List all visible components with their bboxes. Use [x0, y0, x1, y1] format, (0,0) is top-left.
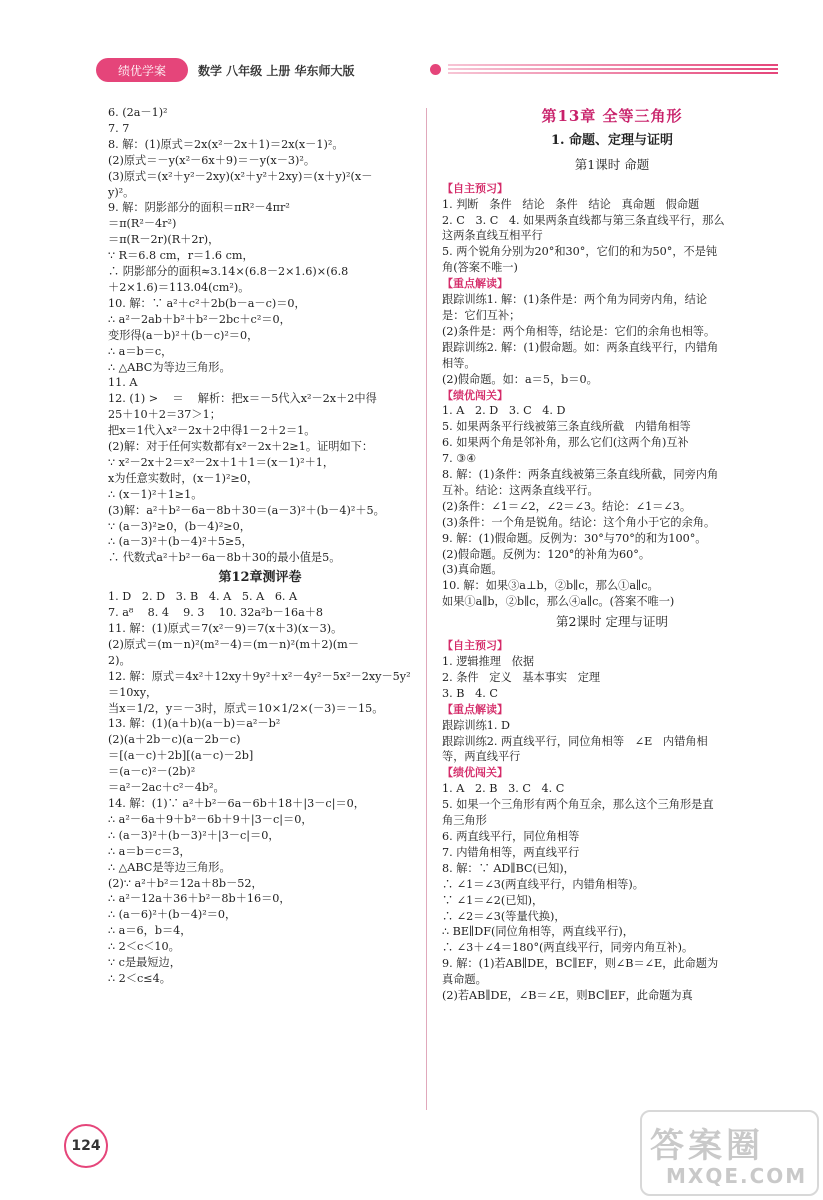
text-line: y)²。: [108, 185, 135, 199]
series-badge: 绩优学案: [96, 58, 188, 82]
text-line: (2)条件：∠1＝∠2，∠2＝∠3。结论：∠1＝∠3。: [442, 499, 692, 513]
lesson-title: 第2课时 定理与证明: [556, 614, 668, 630]
text-line: ∴ (a－3)²＋(b－3)²＋|3－c|＝0，: [108, 828, 280, 842]
text-line: ∵ c是最短边，: [108, 956, 181, 970]
text-line: 跟踪训练2. 解：(1)假命题。如：两条直线平行，内错角: [442, 340, 719, 354]
text-line: ＝10xy，: [108, 685, 158, 699]
text-line: 5. 如果一个三角形有两个角互余，那么这个三角形是直: [442, 798, 714, 812]
text-line: ∴ (a－3)²＋(b－4)²＋5≥5，: [108, 535, 253, 549]
subsection-tag: 【自主预习】: [442, 639, 508, 653]
column-divider: [426, 108, 427, 1110]
header-dot-icon: [430, 64, 441, 75]
text-line: 12. 解：原式＝4x²＋12xy＋9y²＋x²－4y²－5x²－2xy－5y²: [108, 669, 411, 683]
text-line: 2. 条件 定义 基本事实 定理: [442, 670, 601, 684]
text-line: ＝a²－2ac＋c²－4b²。: [108, 781, 225, 795]
text-line: ＝[(a－c)＋2b][(a－c)－2b]: [108, 749, 254, 763]
text-line: 真命题。: [442, 973, 487, 987]
text-line: 9. 解：(1)若AB∥DE，BC∥EF，则∠B＝∠E，此命题为: [442, 957, 719, 971]
text-line: 12. (1) > ＝ 解析：把x＝－5代入x²－2x＋2中得: [108, 392, 377, 406]
text-line: ∴ a＝b＝c，: [108, 344, 173, 358]
text-line: ∵ x²－2x＋2＝x²－2x＋1＋1＝(x－1)²＋1，: [108, 455, 335, 469]
text-line: ＝(a－c)²－(2b)²: [108, 765, 196, 779]
text-line: 跟踪训练2. 两直线平行，同位角相等 ∠E 内错角相: [442, 734, 708, 748]
text-line: ∴ ∠2＝∠3(等量代换)，: [442, 909, 566, 923]
text-line: ＝π(R²－4r²): [108, 217, 177, 231]
text-line: ∴ a²－2ab＋b²＋b²－2bc＋c²＝0，: [108, 312, 291, 326]
text-line: 1. A 2. B 3. C 4. C: [442, 782, 565, 796]
text-line: ∵ ∠1＝∠2(已知)，: [442, 893, 544, 907]
text-line: 11. 解：(1)原式＝7(x²－9)＝7(x＋3)(x－3)。: [108, 622, 343, 635]
text-line: 互补。结论：这两条直线平行。: [442, 483, 599, 497]
text-line: ∴ ∠3＋∠4＝180°(两直线平行，同旁内角互补)。: [442, 941, 694, 955]
text-line: ∴ △ABC为等边三角形。: [108, 360, 231, 374]
text-line: ∴ a＝b＝c＝3，: [108, 844, 191, 858]
text-line: 7. ③④: [442, 452, 477, 466]
text-line: 当x＝1/2，y＝－3时，原式＝10×1/2×(－3)＝－15。: [108, 701, 384, 715]
header-stripes: [448, 64, 778, 76]
right-column: [442, 105, 782, 1004]
text-line: 25＋10＋2＝37＞1；: [108, 408, 221, 422]
text-line: (2)(a＋2b－c)(a－2b－c): [108, 733, 241, 747]
answer-block-chapter12-review: [108, 105, 412, 566]
text-line: ＋2×1.6)＝113.04(cm²)。: [108, 280, 250, 294]
text-line: 是：它们互补；: [442, 308, 521, 322]
subsection-tag: 【绩优闯关】: [442, 388, 508, 402]
text-line: ∵ R＝6.8 cm，r＝1.6 cm，: [108, 249, 254, 263]
text-line: 7. 7: [108, 121, 130, 135]
lesson2-answers: [442, 638, 782, 1004]
answer-block-chapter12-test: [108, 589, 412, 987]
section-title: 1. 命题、定理与证明: [550, 132, 674, 148]
text-line: 9. 解：(1)假命题。反例为：30°与70°的和为100°。: [442, 531, 707, 545]
text-line: ＝π(R－2r)(R＋2r)，: [108, 233, 220, 247]
lesson1-answers: [442, 181, 782, 610]
text-line: (2)若AB∥DE，∠B＝∠E，则BC∥EF，此命题为真: [442, 989, 693, 1003]
text-line: (2)原式＝－y(x²－6x＋9)＝－y(x－3)²。: [108, 153, 316, 167]
text-line: 13. 解：(1)(a＋b)(a－b)＝a²－b²: [108, 717, 281, 731]
text-line: (2)条件是：两个角相等，结论是：它们的余角也相等。: [442, 324, 716, 338]
text-line: (2)假命题。反例为：120°的补角为60°。: [442, 547, 651, 561]
text-line: (3)条件：一个角是锐角。结论：这个角小于它的余角。: [442, 515, 716, 529]
text-line: 14. 解：(1)∵ a²＋b²－6a－6b＋18＋|3－c|＝0，: [108, 796, 365, 810]
text-line: 6. 如果两个角是邻补角，那么它们(这两个角)互补: [442, 436, 689, 450]
text-line: 1. D 2. D 3. B 4. A 5. A 6. A: [108, 590, 298, 604]
text-line: ∴ 代数式a²＋b²－6a－8b＋30的最小值是5。: [108, 551, 341, 565]
chapter-title: 第13章 全等三角形: [541, 107, 683, 125]
text-line: 7. a⁸ 8. 4 9. 3 10. 32a²b－16a＋8: [108, 606, 324, 620]
text-line: 5. 如果两条平行线被第三条直线所截 内错角相等: [442, 420, 691, 434]
text-line: (2)原式＝(m－n)²(m²－4)＝(m－n)²(m＋2)(m－: [108, 637, 359, 651]
text-line: ∴ (a－6)²＋(b－4)²＝0，: [108, 908, 237, 922]
text-line: ∴ 阴影部分的面积≈3.14×(6.8－2×1.6)×(6.8: [108, 265, 349, 279]
text-line: ∴ 2＜c＜10。: [108, 940, 180, 954]
subsection-tag: 【重点解读】: [442, 277, 508, 291]
text-line: 10. 解：∵ a²＋c²＋2b(b－a－c)＝0，: [108, 296, 306, 310]
text-line: 2)。: [108, 653, 131, 667]
watermark-text: 答案圈: [650, 1126, 764, 1166]
text-line: (2)∵ a²＋b²＝12a＋8b－52，: [108, 876, 263, 890]
text-line: ∵ (a－3)²≥0，(b－4)²≥0，: [108, 519, 251, 533]
text-line: 这两条直线互相平行: [442, 229, 543, 243]
text-line: 角(答案不唯一): [442, 261, 518, 275]
text-line: 2. C 3. C 4. 如果两条直线都与第三条直线平行，那么: [442, 213, 725, 227]
text-line: 10. 解：如果③a⊥b，②b∥c，那么①a∥c。: [442, 579, 659, 593]
text-line: 1. 判断 条件 结论 条件 结论 真命题 假命题: [442, 197, 700, 211]
subsection-tag: 【重点解读】: [442, 702, 508, 716]
text-line: 1. 逻辑推理 依据: [442, 655, 535, 668]
text-line: 相等。: [442, 356, 476, 370]
text-line: 把x＝1代入x²－2x＋2中得1－2＋2＝1。: [108, 424, 316, 438]
text-line: 9. 解：阴影部分的面积＝πR²－4πr²: [108, 201, 290, 215]
text-line: ∴ a²－6a＋9＋b²－6b＋9＋|3－c|＝0，: [108, 812, 313, 826]
text-line: (3)真命题。: [442, 563, 503, 577]
text-line: (3)原式＝(x²＋y²－2xy)(x²＋y²＋2xy)＝(x＋y)²(x－: [108, 169, 373, 183]
text-line: 1. A 2. D 3. C 4. D: [442, 404, 566, 418]
left-column: [108, 105, 412, 987]
text-line: 跟踪训练1. 解：(1)条件是：两个角为同旁内角，结论: [442, 293, 708, 307]
text-line: 跟踪训练1. D: [442, 718, 510, 732]
text-line: 变形得(a－b)²＋(b－c)²＝0，: [108, 328, 259, 342]
text-line: 8. 解：(1)条件：两条直线被第三条直线所截，同旁内角: [442, 468, 719, 482]
text-line: 等，两直线平行: [442, 750, 521, 764]
text-line: ∴ (x－1)²＋1≥1。: [108, 487, 203, 501]
lesson-title: 第1课时 命题: [574, 156, 650, 172]
text-line: (3)解：a²＋b²－6a－8b＋30＝(a－3)²＋(b－4)²＋5。: [108, 503, 385, 517]
page-number: 124: [64, 1124, 108, 1168]
text-line: 角三角形: [442, 814, 487, 828]
section-title: 第12章测评卷: [218, 570, 302, 586]
text-line: 3. B 4. C: [442, 686, 498, 700]
text-line: 7. 内错角相等，两直线平行: [442, 845, 580, 859]
subsection-tag: 【自主预习】: [442, 181, 508, 195]
text-line: 8. 解：∵ AD∥BC(已知)，: [442, 861, 575, 875]
text-line: 6. 两直线平行，同位角相等: [442, 829, 580, 843]
text-line: 5. 两个锐角分别为20°和30°，它们的和为50°，不是钝: [442, 245, 718, 259]
text-line: ∴ a²－12a＋36＋b²－8b＋16＝0，: [108, 892, 291, 906]
text-line: x为任意实数时，(x－1)²≥0，: [108, 471, 259, 485]
text-line: ∴ BE∥DF(同位角相等，两直线平行)，: [442, 925, 634, 939]
subsection-tag: 【绩优闯关】: [442, 766, 508, 780]
watermark-logo: [640, 1110, 819, 1196]
book-subtitle: 数学 八年级 上册 华东师大版: [198, 64, 355, 78]
text-line: 11. A: [108, 376, 138, 390]
text-line: ∴ 2＜c≤4。: [108, 971, 171, 985]
text-line: (2)假命题。如：a＝5，b＝0。: [442, 372, 598, 386]
text-line: 6. (2a－1)²: [108, 106, 168, 119]
text-line: 8. 解：(1)原式＝2x(x²－2x＋1)＝2x(x－1)²。: [108, 137, 344, 151]
text-line: ∴ △ABC是等边三角形。: [108, 860, 231, 874]
text-line: (2)解：对于任何实数都有x²－2x＋2≥1。证明如下：: [108, 440, 374, 454]
text-line: ∴ a＝6，b＝4，: [108, 924, 192, 938]
watermark-url: MXQE.COM: [666, 1164, 808, 1188]
text-line: ∴ ∠1＝∠3(两直线平行，内错角相等)。: [442, 877, 644, 891]
text-line: 如果①a∥b，②b∥c，那么④a∥c。(答案不唯一): [442, 595, 675, 609]
